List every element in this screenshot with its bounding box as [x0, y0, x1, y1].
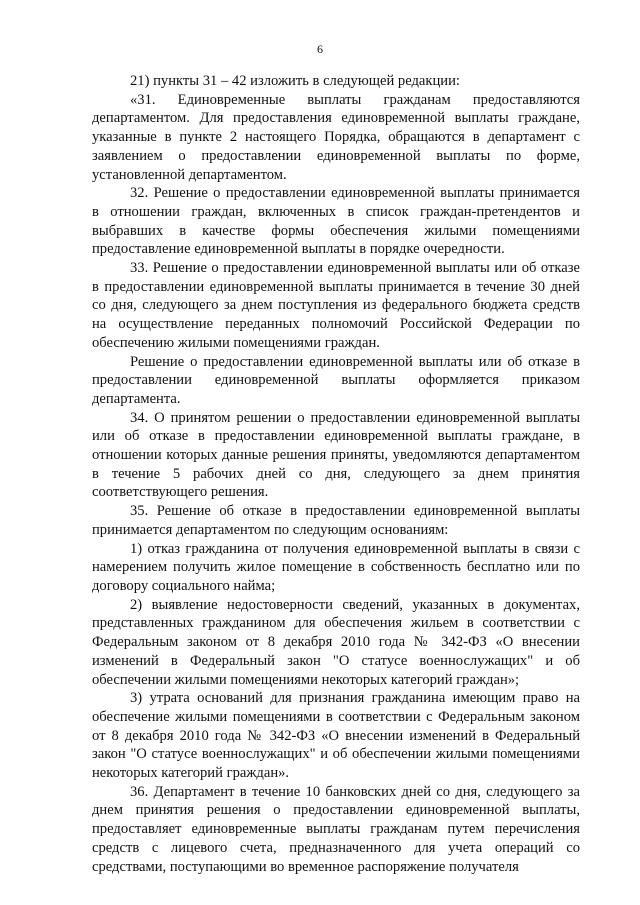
paragraph-item-35: 35. Решение об отказе в предоставлении единовременной выплаты принимается департаментом по следующим основаниям:: [92, 503, 580, 538]
paragraph-item-32: 32. Решение о предоставлении единовременной выплаты принимается в отношении граждан, включенных в список граждан-претендентов и выбравших в качестве формы обеспечения жилыми помещениями предоставление единовременной выплаты в порядке очередности.: [92, 185, 580, 258]
paragraph-item-35-reason-2: 2) выявление недостоверности сведений, указанных в документах, представленных гражданином для обеспечения жильем в соответствии с Федеральным законом от 8 декабря 2010 года № 342-ФЗ «О внесении изменений в Федеральный закон "О статусе военнослужащих" и об обеспечении жилыми помещениями некоторых категорий граждан»;: [92, 596, 580, 688]
document-body: [92, 72, 580, 876]
page-number: 6: [317, 42, 323, 56]
paragraph-item-34: 34. О принятом решении о предоставлении единовременной выплаты или об отказе в предоставлении единовременной выплаты граждане, в отношении которых данные решения приняты, уведомляются департаментом в течение 5 рабочих дней со дня, следующего за днем принятия соответствующего решения.: [92, 409, 580, 501]
paragraph-item-35-reason-1: 1) отказ гражданина от получения единовременной выплаты в связи с намерением получить жилое помещение в собственность бесплатно или по договору социального найма;: [92, 540, 580, 594]
paragraph-item-35-reason-3: 3) утрата оснований для признания гражданина имеющим право на обеспечение жилыми помещениями в соответствии с Федеральным законом от 8 декабря 2010 года № 342-ФЗ «О внесении изменений в Федеральный закон "О статусе военнослужащих" и об обеспечении жилыми помещениями некоторых категорий граждан».: [92, 690, 580, 782]
paragraph-item-36: 36. Департамент в течение 10 банковских дней со дня, следующего за днем принятия решения о предоставлении единовременной выплаты, предоставляет единовременные выплаты гражданам путем перечисления средств с лицевого счета, предназначенного для учета операций со средствами, поступающими во временное распоряжение получателя: [92, 783, 580, 875]
paragraph-amendment-intro: 21) пункты 31 – 42 изложить в следующей редакции:: [130, 73, 460, 89]
paragraph-item-33: 33. Решение о предоставлении единовременной выплаты или об отказе в предоставлении единовременной выплаты принимается в течение 30 дней со дня, следующего за днем поступления из федерального бюджета средств на осуществление переданных полномочий Российской Федерации по обеспечению жилыми помещениями граждан.: [92, 260, 580, 351]
paragraph-item-33-order: Решение о предоставлении единовременной выплаты или об отказе в предоставлении единовременной выплаты оформляется приказом департамента.: [92, 353, 580, 407]
paragraph-item-31: «31. Единовременные выплаты гражданам предоставляются департаментом. Для предоставления единовременной выплаты граждане, указанные в пункте 2 настоящего Порядка, обращаются в департамент с заявлением о предоставлении единовременной выплаты по форме, установленной департаментом.: [92, 91, 580, 183]
